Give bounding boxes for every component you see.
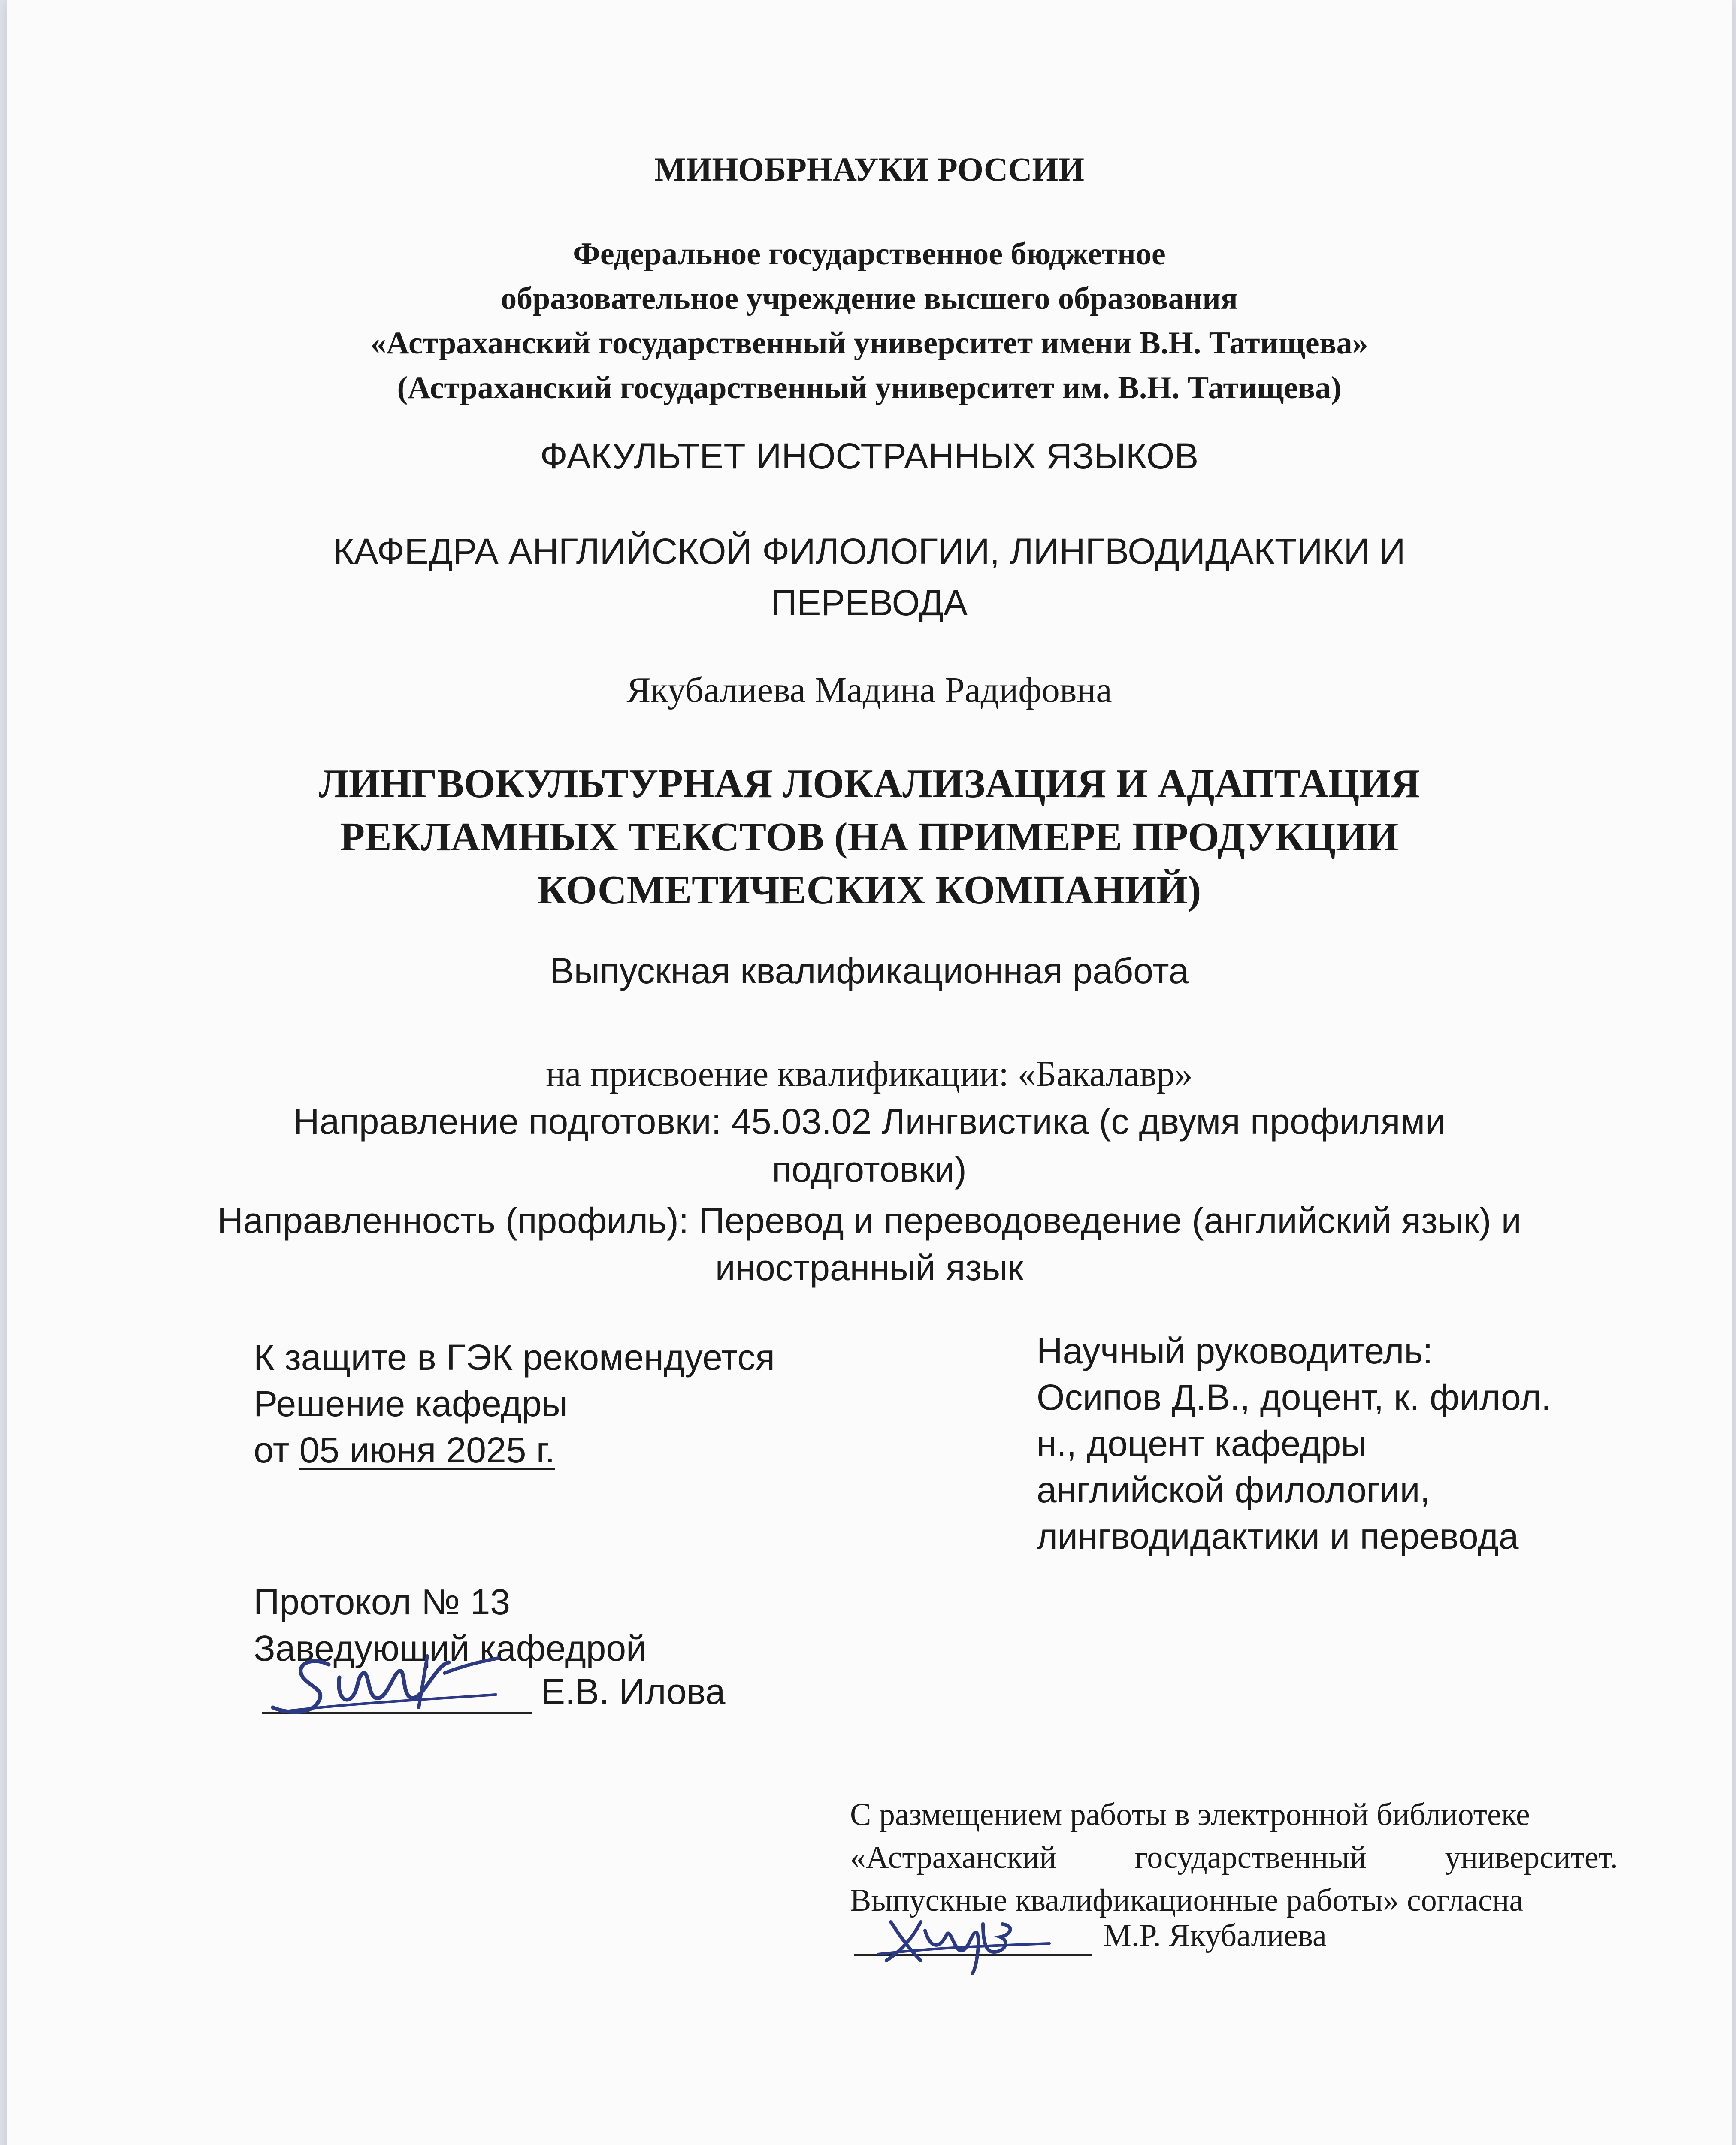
document-page: [7, 0, 1732, 2145]
supervisor-line: английской филологии,: [1037, 1470, 1430, 1510]
decision-text: Решение кафедры: [254, 1384, 568, 1424]
institution-block: [7, 232, 1732, 410]
title-line: РЕКЛАМНЫХ ТЕКСТОВ (НА ПРИМЕРЕ ПРОДУКЦИИ: [340, 815, 1399, 859]
supervisor-block: [1037, 1328, 1551, 1559]
institution-line: (Астраханский государственный университет им. В.Н. Татищева): [397, 370, 1342, 405]
profile-line: Направленность (профиль): Перевод и переводоведение (английский язык) и: [217, 1200, 1521, 1241]
decision-date-line: [254, 1427, 775, 1473]
supervisor-line: лингводидактики и перевода: [1037, 1516, 1519, 1556]
consent-line-1: С размещением работы в электронной библиотеке: [850, 1797, 1530, 1832]
date-prefix: от: [254, 1430, 299, 1470]
defense-recommendation: [254, 1334, 775, 1473]
qualification: на присвоение квалификации: «Бакалавр»: [546, 1054, 1193, 1094]
training-profile: [7, 1197, 1732, 1291]
supervisor-line: н., доцент кафедры: [1037, 1423, 1367, 1464]
decision-date: 05 июня 2025 г.: [299, 1430, 555, 1470]
head-label: Заведующий кафедрой: [254, 1628, 646, 1668]
work-type: Выпускная квалификационная работа: [550, 951, 1189, 991]
department-name: [7, 526, 1732, 628]
title-line: КОСМЕТИЧЕСКИХ КОМПАНИЙ): [537, 868, 1201, 912]
consent-word: университет.: [1445, 1840, 1618, 1875]
consent-word: государственный: [1134, 1840, 1367, 1875]
title-line: ЛИНГВОКУЛЬТУРНАЯ ЛОКАЛИЗАЦИЯ И АДАПТАЦИЯ: [318, 761, 1420, 806]
author-name: Якубалиева Мадина Радифовна: [626, 670, 1112, 710]
direction-line: подготовки): [772, 1149, 967, 1190]
supervisor-line: Научный руководитель:: [1037, 1331, 1433, 1371]
faculty-name: ФАКУЛЬТЕТ ИНОСТРАННЫХ ЯЗЫКОВ: [540, 436, 1199, 476]
training-direction: [7, 1097, 1732, 1193]
department-line: ПЕРЕВОДА: [771, 583, 968, 623]
department-line: КАФЕДРА АНГЛИЙСКОЙ ФИЛОЛОГИИ, ЛИНГВОДИДАКТИКИ И: [333, 531, 1406, 571]
direction-line: Направление подготовки: 45.03.02 Лингвистика (с двумя профилями: [293, 1101, 1446, 1142]
consent-line-2: [850, 1836, 1618, 1879]
publication-consent: [850, 1793, 1618, 1922]
institution-line: «Астраханский государственный университет имени В.Н. Татищева»: [370, 326, 1368, 361]
student-signature-image: [874, 1905, 1054, 1978]
consent-line-3: Выпускные квалификационные работы» согласна: [850, 1883, 1524, 1918]
profile-line: иностранный язык: [715, 1248, 1024, 1288]
student-name: М.Р. Якубалиева: [1103, 1918, 1327, 1953]
supervisor-line: Осипов Д.В., доцент, к. филол.: [1037, 1377, 1552, 1417]
thesis-title: [7, 757, 1732, 917]
protocol-number: Протокол № 13: [254, 1582, 511, 1622]
institution-line: Федеральное государственное бюджетное: [573, 236, 1166, 272]
ministry-heading: МИНОБРНАУКИ РОССИИ: [654, 151, 1084, 188]
institution-line: образовательное учреждение высшего образования: [501, 281, 1238, 316]
recommend-text: К защите в ГЭК рекомендуется: [254, 1337, 775, 1378]
head-name: Е.В. Илова: [541, 1671, 726, 1712]
head-signature-image: [264, 1647, 505, 1720]
consent-word: «Астраханский: [850, 1840, 1056, 1875]
